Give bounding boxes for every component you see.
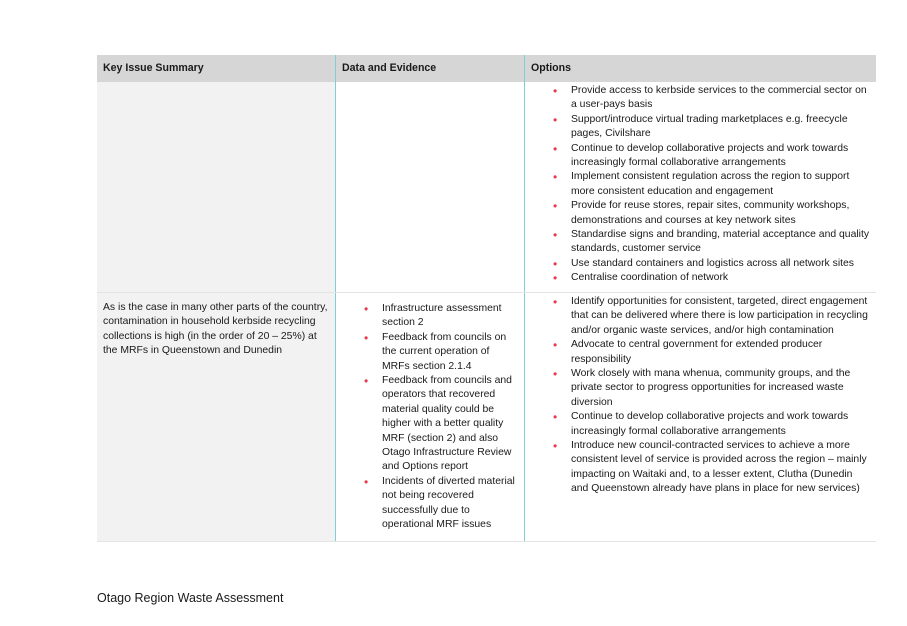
list-item-text: Continue to develop collaborative projects and work towards increasingly formal collaborative arrangements [571, 411, 849, 437]
bullet-dot-icon: • [553, 271, 558, 286]
list-item [553, 338, 870, 367]
waste-assessment-table [97, 55, 876, 542]
table-header-row [97, 55, 876, 82]
list-item [553, 112, 870, 142]
bullet-dot-icon: • [553, 170, 558, 185]
list-item [553, 295, 870, 338]
list-item [364, 374, 520, 475]
evidence-list [336, 293, 524, 533]
key-issue-cell [97, 82, 336, 293]
options-cell [525, 82, 877, 293]
bullet-dot-icon: • [364, 330, 369, 345]
list-item-text: Work closely with mana whenua, community groups, and the private sector to progress opportunities for increased waste diversion [571, 368, 851, 408]
key-issue-text [97, 82, 335, 90]
bullet-dot-icon: • [364, 374, 369, 389]
list-item-text: Incidents of diverted material not being recovered successfully due to operational MRF issues [382, 475, 515, 531]
header-data-and-evidence: Data and Evidence [336, 55, 525, 82]
bullet-dot-icon: • [364, 302, 369, 316]
list-item [553, 439, 870, 497]
page-footer: Otago Region Waste Assessment [97, 591, 284, 605]
list-item [553, 199, 870, 228]
list-item [553, 141, 870, 171]
list-item-text: Provide for reuse stores, repair sites, community workshops, demonstrations and courses at key network sites [571, 200, 850, 226]
evidence-cell [336, 82, 525, 293]
bullet-dot-icon: • [553, 141, 558, 156]
bullet-dot-icon: • [553, 295, 558, 309]
bullet-dot-icon: • [553, 367, 558, 382]
list-item [553, 84, 870, 113]
list-item [553, 170, 870, 199]
list-item-text: Advocate to central government for extended producer responsibility [571, 339, 823, 365]
key-issue-cell [97, 293, 336, 542]
list-item-text: Infrastructure assessment section 2 [382, 303, 502, 329]
key-issue-text: As is the case in many other parts of the country, contamination in household kerbside recycling collections is high (in the order of 20 – 25%) at the MRFs in Queenstown and Dunedin [103, 302, 328, 357]
list-item [553, 367, 870, 410]
options-cell [525, 293, 877, 542]
bullet-dot-icon: • [553, 410, 558, 425]
options-list [525, 82, 876, 286]
list-item-text: Continue to develop collaborative projects and work towards increasingly formal collaborative arrangements [571, 142, 849, 169]
list-item-text: Implement consistent regulation across the region to support more consistent education and engagement [571, 171, 850, 197]
list-item [364, 330, 520, 374]
bullet-dot-icon: • [553, 112, 558, 127]
table-row [97, 293, 876, 542]
bullet-dot-icon: • [553, 84, 558, 98]
list-item [553, 271, 870, 286]
table-row [97, 82, 876, 293]
list-item-text: Support/introduce virtual trading marketplaces e.g. freecycle pages, Civilshare [571, 113, 848, 140]
list-item [553, 228, 870, 257]
list-item-text: Use standard containers and logistics across all network sites [571, 257, 854, 269]
list-item-text: Provide access to kerbside services to the commercial sector on a user-pays basis [571, 85, 867, 111]
list-item [553, 256, 870, 271]
list-item [364, 302, 520, 331]
list-item-text: Feedback from councils and operators that recovered material quality could be higher with a better quality MRF (section 2) and also Otago Infrastructure Review and Options report [382, 375, 512, 473]
list-item-text: Introduce new council-contracted services to achieve a more consistent level of service is provided across the region – mainly impacting on Waitaki and, to a lesser extent, Clutha (Dunedin and Queenstown already have plans in place for new services) [571, 440, 867, 495]
list-item-text: Feedback from councils on the current operation of MRFs section 2.1.4 [382, 331, 507, 372]
bullet-dot-icon: • [553, 228, 558, 243]
header-options: Options [525, 55, 877, 82]
bullet-dot-icon: • [364, 474, 369, 489]
list-item-text: Centralise coordination of network [571, 272, 729, 284]
header-key-issue-summary: Key Issue Summary [97, 55, 336, 82]
evidence-list [336, 82, 524, 91]
bullet-dot-icon: • [553, 256, 558, 271]
bullet-dot-icon: • [553, 439, 558, 454]
list-item-text: Standardise signs and branding, material acceptance and quality standards, customer service [571, 229, 870, 255]
evidence-cell [336, 293, 525, 542]
list-item [553, 410, 870, 439]
options-list [525, 293, 876, 497]
list-item [364, 474, 520, 533]
bullet-dot-icon: • [553, 199, 558, 214]
list-item-text: Identify opportunities for consistent, targeted, direct engagement that can be delivered where there is low participation in recycling and/or organic waste services, and/or high contamination [571, 296, 868, 336]
bullet-dot-icon: • [553, 338, 558, 353]
